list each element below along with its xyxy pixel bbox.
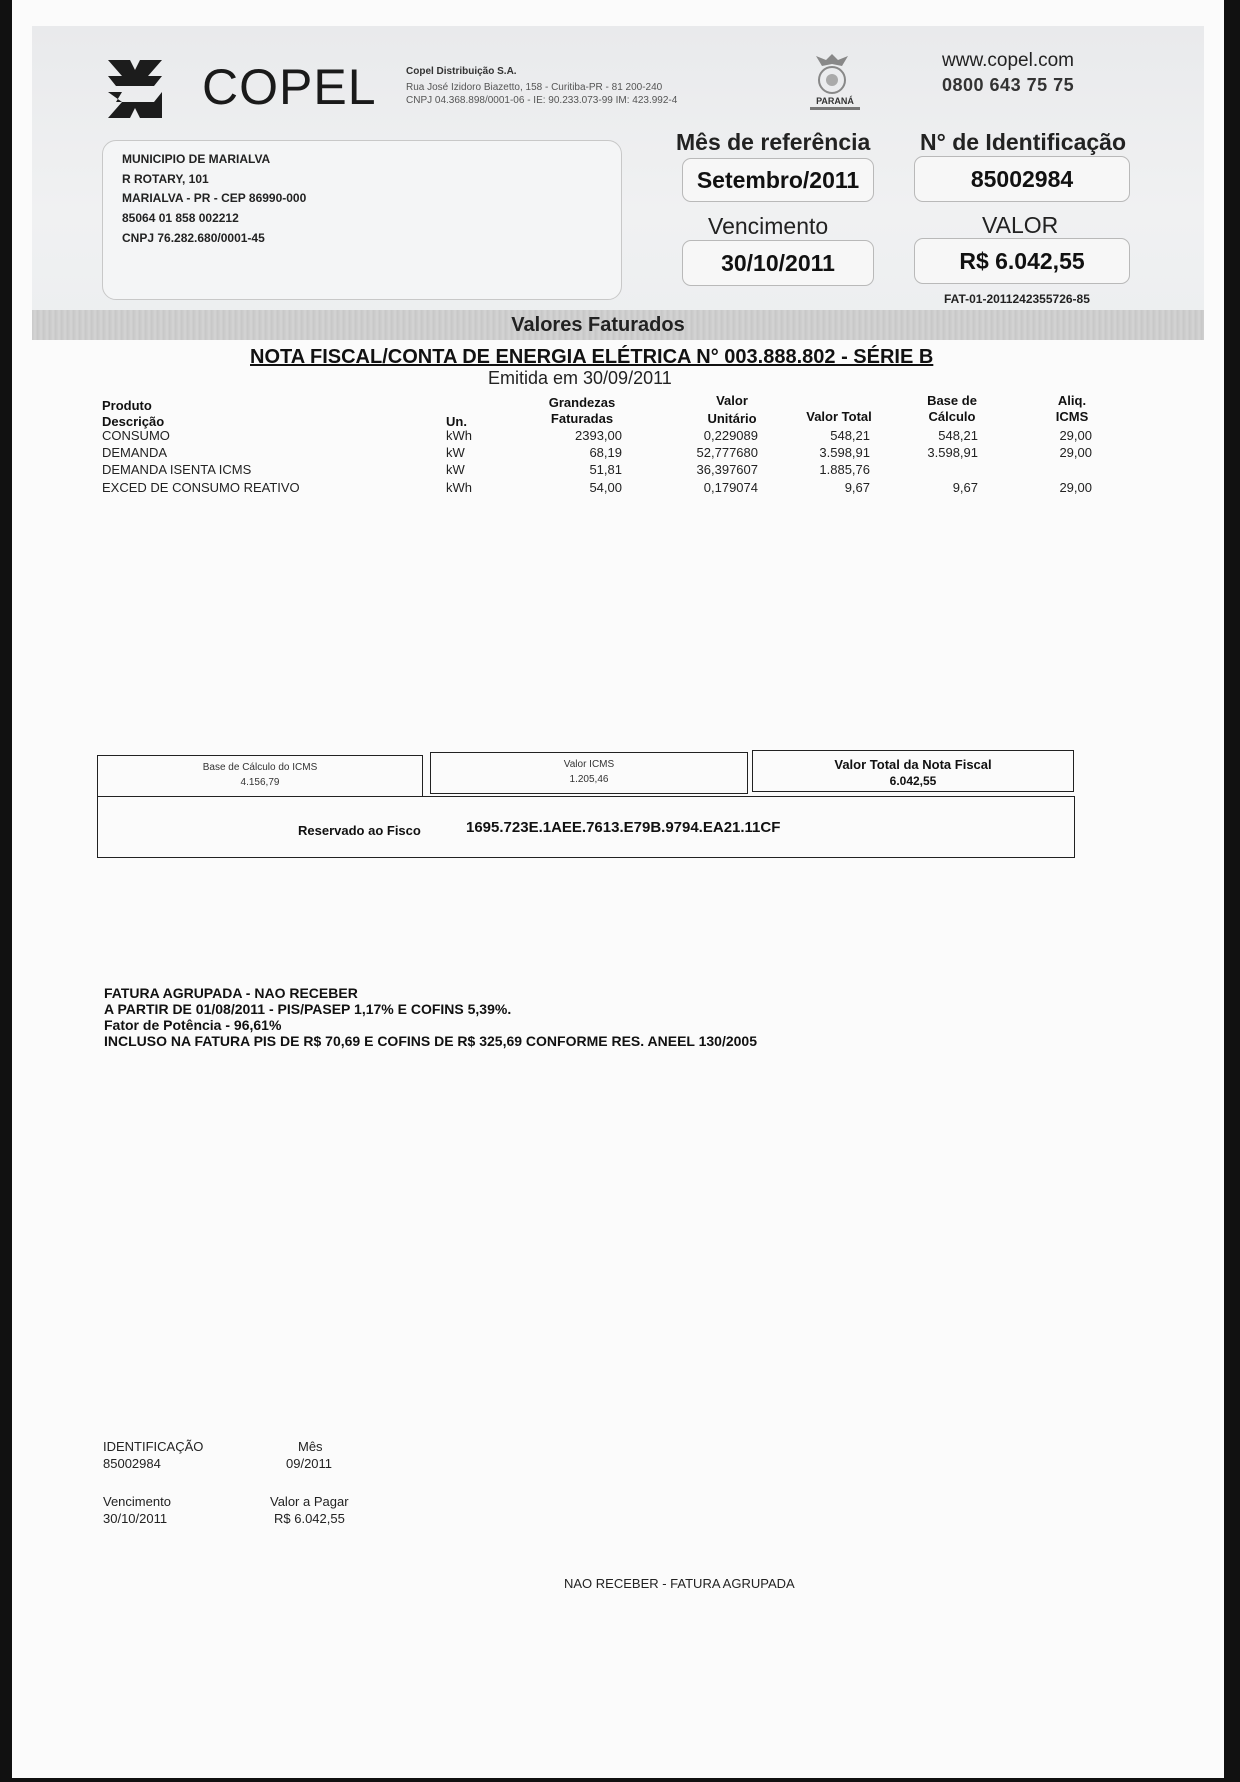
footer-month-label: Mês <box>298 1439 323 1454</box>
icms-value-label: Valor ICMS <box>563 759 615 770</box>
col-grandezas-2: Faturadas <box>550 411 614 426</box>
row-aliq: 29,00 <box>1059 445 1092 460</box>
note-line: Fator de Potência - 96,61% <box>104 1017 282 1033</box>
row-total: 548,21 <box>830 428 870 443</box>
fisco-label: Reservado ao Fisco <box>298 823 421 838</box>
note-line: INCLUSO NA FATURA PIS DE R$ 70,69 E COFINS DE R$ 325,69 CONFORME RES. ANEEL 130/2005 <box>104 1033 758 1049</box>
state-underline <box>810 107 860 110</box>
row-base: 548,21 <box>938 428 978 443</box>
company-address: Rua José Izidoro Biazetto, 158 - Curitiba-PR - 81 200-240 <box>406 82 663 93</box>
state-label: PARANÁ <box>816 96 854 106</box>
row-desc: CONSUMO <box>102 428 170 443</box>
issued-date: Emitida em 30/09/2011 <box>488 368 672 388</box>
col-valor-total: Valor Total <box>806 409 872 424</box>
row-un: kW <box>446 445 465 460</box>
row-aliq: 29,00 <box>1059 480 1092 495</box>
col-valor-2: Unitário <box>707 411 757 426</box>
row-unit: 0,229089 <box>703 428 758 443</box>
footer-due-label: Vencimento <box>103 1494 171 1509</box>
row-desc: DEMANDA <box>102 445 168 460</box>
note-line: A PARTIR DE 01/08/2011 - PIS/PASEP 1,17% E COFINS 5,39%. <box>104 1001 512 1017</box>
footer-id-value: 85002984 <box>103 1456 161 1471</box>
id-value: 85002984 <box>914 156 1130 202</box>
company-ids: CNPJ 04.368.898/0001-06 - IE: 90.233.073-99 IM: 423.992-4 <box>406 95 678 106</box>
section-title: Valores Faturados <box>511 314 685 336</box>
row-unit: 0,179074 <box>703 480 758 495</box>
icms-base-label: Base de Cálculo do ICMS <box>202 762 318 773</box>
invoice-title: NOTA FISCAL/CONTA DE ENERGIA ELÉTRICA N° 003.888.802 - SÉRIE B <box>250 346 934 368</box>
row-qty: 68,19 <box>589 445 622 460</box>
footer-notice: NAO RECEBER - FATURA AGRUPADA <box>564 1576 795 1591</box>
customer-name: MUNICIPIO DE MARIALVA <box>122 152 271 166</box>
due-value: 30/10/2011 <box>682 240 874 286</box>
row-unit: 52,777680 <box>696 445 758 460</box>
col-valor-1: Valor <box>716 393 748 408</box>
row-desc: EXCED DE CONSUMO REATIVO <box>102 480 300 495</box>
row-un: kWh <box>446 480 472 495</box>
parana-coat-of-arms-icon <box>808 50 856 96</box>
customer-city: MARIALVA - PR - CEP 86990-000 <box>122 191 307 205</box>
company-name: Copel Distribuição S.A. <box>406 66 517 77</box>
row-un: kWh <box>446 428 472 443</box>
note-line: FATURA AGRUPADA - NAO RECEBER <box>104 985 358 1001</box>
nf-total-label: Valor Total da Nota Fiscal <box>834 757 992 772</box>
nf-total-value: 6.042,55 <box>889 774 937 788</box>
row-qty: 51,81 <box>589 462 622 477</box>
row-desc: DEMANDA ISENTA ICMS <box>102 462 252 477</box>
fisco-box <box>97 796 1075 858</box>
col-aliq-1: Aliq. <box>1057 393 1087 408</box>
invoice-page <box>12 0 1224 1778</box>
copel-logo-icon <box>104 56 166 122</box>
footer-pay-label: Valor a Pagar <box>270 1494 349 1509</box>
fisco-value: 1695.723E.1AEE.7613.E79B.9794.EA21.11CF <box>466 819 781 836</box>
table-row <box>12 480 1224 497</box>
logo-text: COPEL <box>202 59 377 115</box>
col-un: Un. <box>446 414 467 429</box>
col-base-1: Base de <box>927 393 977 408</box>
row-total: 1.885,76 <box>819 462 870 477</box>
customer-code: 85064 01 858 002212 <box>122 211 239 225</box>
value-label: VALOR <box>982 212 1059 238</box>
icms-base-value: 4.156,79 <box>240 777 280 788</box>
row-base: 9,67 <box>952 480 978 495</box>
row-total: 9,67 <box>844 480 870 495</box>
footer-id-label: IDENTIFICAÇÃO <box>103 1439 204 1454</box>
id-label: N° de Identificação <box>920 129 1127 155</box>
icms-base-box <box>97 755 423 797</box>
ref-month-value: Setembro/2011 <box>682 158 874 202</box>
footer-month-value: 09/2011 <box>286 1456 333 1471</box>
customer-street: R ROTARY, 101 <box>122 172 209 186</box>
footer-pay-value: R$ 6.042,55 <box>274 1511 345 1526</box>
fat-code: FAT-01-2011242355726-85 <box>944 292 1090 306</box>
table-row <box>12 445 1224 462</box>
table-row <box>12 462 1224 479</box>
row-aliq: 29,00 <box>1059 428 1092 443</box>
icms-value-box <box>430 752 748 794</box>
customer-cnpj: CNPJ 76.282.680/0001-45 <box>122 231 265 245</box>
col-produto: Produto <box>102 398 152 413</box>
phone-number: 0800 643 75 75 <box>942 75 1075 95</box>
row-unit: 36,397607 <box>696 462 758 477</box>
col-grandezas-1: Grandezas <box>548 395 616 410</box>
website-link[interactable]: www.copel.com <box>942 50 1074 71</box>
row-un: kW <box>446 462 465 477</box>
col-base-2: Cálculo <box>928 409 976 424</box>
footer-due-value: 30/10/2011 <box>103 1511 168 1526</box>
row-base: 3.598,91 <box>927 445 978 460</box>
col-descricao: Descrição <box>102 414 165 429</box>
total-value: R$ 6.042,55 <box>914 238 1130 284</box>
row-total: 3.598,91 <box>819 445 870 460</box>
nf-total-box <box>752 750 1074 792</box>
table-row <box>12 428 1224 445</box>
row-qty: 54,00 <box>589 480 622 495</box>
row-qty: 2393,00 <box>575 428 622 443</box>
due-label: Vencimento <box>708 213 829 239</box>
col-aliq-2: ICMS <box>1055 409 1089 424</box>
icms-value: 1.205,46 <box>569 774 609 785</box>
ref-month-label: Mês de referência <box>676 129 871 155</box>
